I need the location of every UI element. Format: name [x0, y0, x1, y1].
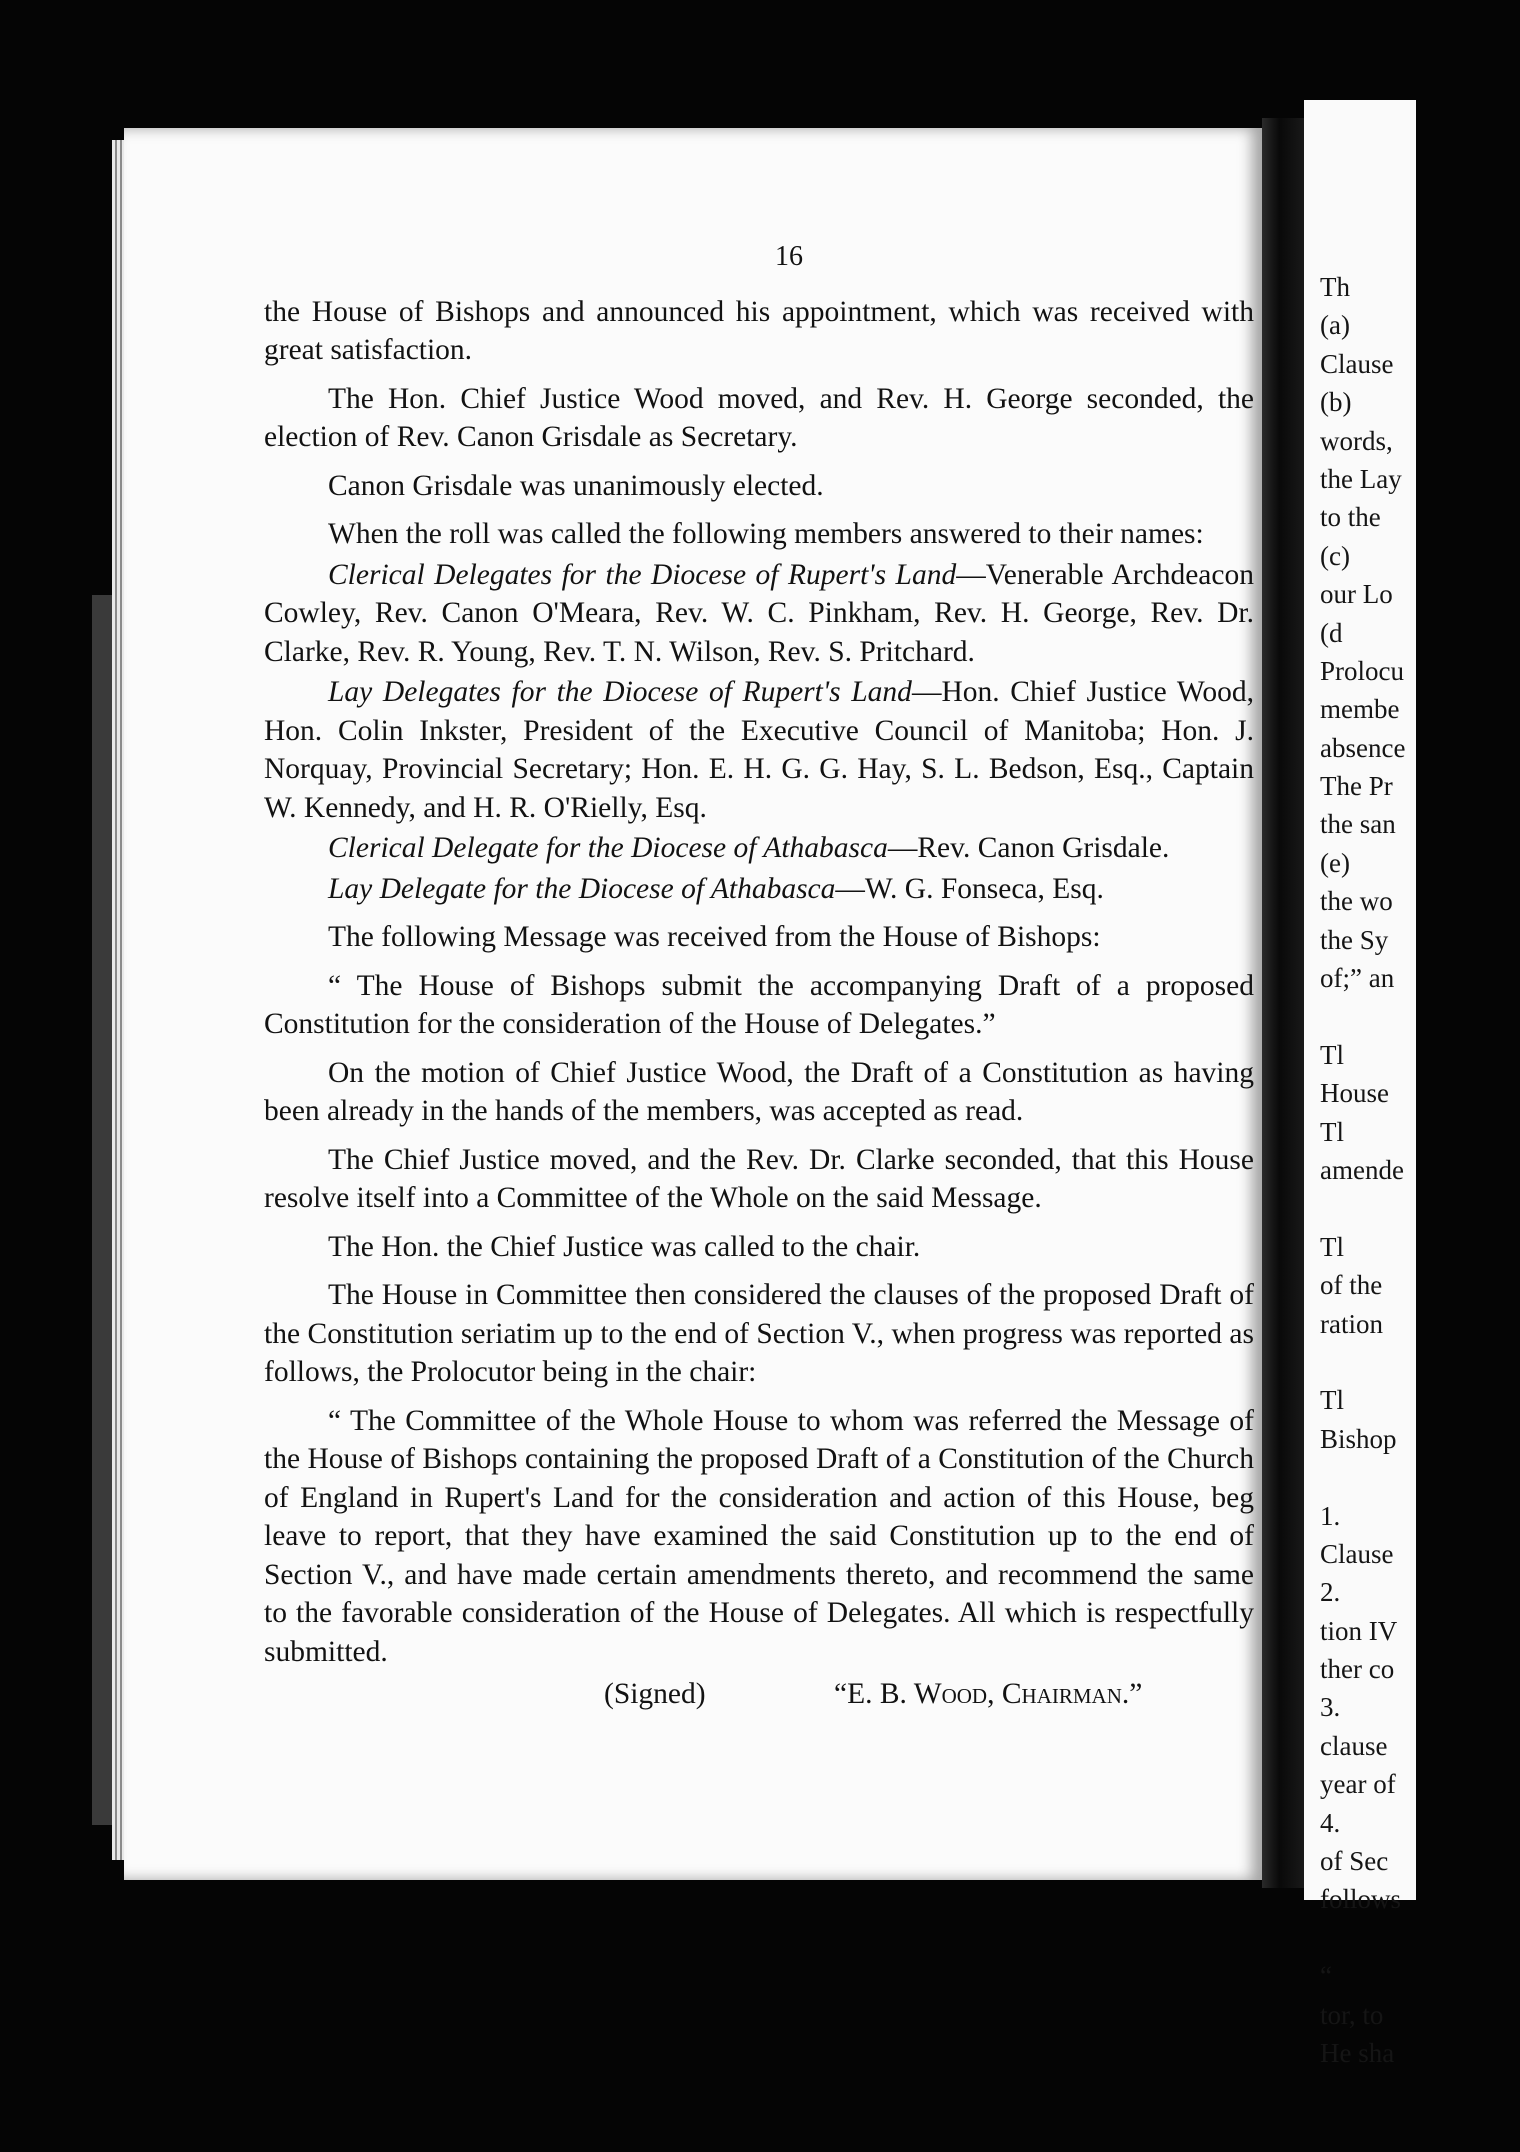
- paragraph: The following Message was received from the House of Bishops:: [328, 921, 1101, 953]
- right-page-line: Prolocu: [1320, 655, 1404, 686]
- right-page-line: of the: [1320, 1270, 1383, 1301]
- right-page-line: follows: [1320, 1884, 1401, 1915]
- right-page-line: our Lo: [1320, 579, 1393, 610]
- right-page-line: Tl: [1320, 1385, 1344, 1416]
- right-page-line: Tl: [1320, 1231, 1344, 1262]
- right-page-line: of Sec: [1320, 1846, 1389, 1877]
- right-page-line: the Lay: [1320, 463, 1402, 494]
- right-page-line: [1320, 1189, 1520, 1227]
- delegate-names: —W. G. Fonseca, Esq.: [835, 872, 1104, 905]
- right-page-line: The Pr: [1320, 771, 1393, 802]
- right-page-line: 2.: [1320, 1577, 1341, 1608]
- right-page-line: membe: [1320, 694, 1400, 725]
- paragraph: The House in Committee then considered the clauses of the proposed Draft of the Constitution seriatim up to the end of Section V., when progress was reported as follows, the Prolocutor being in the chair:: [264, 1279, 1254, 1388]
- signature: “E. B. Wood, Chairman.”: [834, 1678, 1143, 1710]
- right-page-line: the Sy: [1320, 924, 1389, 955]
- right-page-line: year of: [1320, 1769, 1396, 1800]
- right-page-line: Th: [1320, 272, 1350, 302]
- committee-report: “ The Committee of the Whole House to whom was referred the Message of the House of Bishops containing the proposed Draft of a Constitution of the Church of England in Rupert's Land for the consideration and action of this House, beg leave to report, that they have examined the said Constitution up to the end of Section V., and have made certain amendments thereto, and recommend the same to the favorable consideration of the House of Delegates. All which is respectfully submitted.: [264, 1404, 1254, 1668]
- delegate-heading: Lay Delegates for the Diocese of Rupert's Land: [328, 676, 912, 708]
- right-page-line: Clause: [1320, 1538, 1394, 1569]
- page-text: [264, 238, 1254, 1714]
- signature-line: [264, 1675, 1254, 1714]
- paragraph: The Hon. the Chief Justice was called to the chair.: [328, 1230, 921, 1263]
- paragraph: On the motion of Chief Justice Wood, the Draft of a Constitution as having been already in the hands of the members, was accepted as read.: [264, 1056, 1254, 1127]
- right-page-line: amende: [1320, 1154, 1404, 1185]
- right-page-line: tion IV: [1320, 1615, 1398, 1646]
- right-page-line: [1320, 1458, 1520, 1496]
- left-page: [124, 128, 1262, 1880]
- delegate-list-clerical-ruperts-land: [264, 556, 1254, 672]
- delegate-names: —Venerable Archdeacon Cowley, Rev. Canon O'Meara, Rev. W. C. Pinkham, Rev. H. George, Rev. Dr. Clarke, Rev. R. Young, Rev. T. N. Wilson, Rev. S. Pritchard.: [264, 558, 1254, 668]
- right-page-line: 4.: [1320, 1807, 1341, 1838]
- delegate-heading: Lay Delegate for the Diocese of Athabasca: [328, 872, 836, 905]
- paragraph: “ The House of Bishops submit the accompanying Draft of a proposed Constitution for the consideration of the House of Delegates.”: [264, 969, 1254, 1040]
- right-page-line: [1320, 1343, 1520, 1381]
- right-page-line: to the: [1320, 502, 1381, 533]
- right-page-line: tor, to: [1320, 1999, 1384, 2030]
- right-page-line: (a): [1320, 310, 1350, 341]
- delegate-list-lay-athabasca: [264, 870, 1254, 909]
- right-page-line: absence: [1320, 732, 1406, 763]
- right-page-line: House: [1320, 1078, 1389, 1109]
- right-page-line: ther co: [1320, 1654, 1395, 1685]
- right-page-line: (e): [1320, 847, 1350, 878]
- right-page-line: (d: [1320, 617, 1343, 648]
- right-page-line: Clause: [1320, 348, 1394, 379]
- right-page-line: ration: [1320, 1308, 1383, 1339]
- delegate-list-clerical-athabasca: [264, 829, 1254, 868]
- right-page-line: the san: [1320, 809, 1396, 840]
- right-page: [1304, 100, 1416, 2068]
- right-page-line: Tl: [1320, 1039, 1344, 1070]
- page-number: 16: [775, 241, 803, 272]
- right-page-line: 3.: [1320, 1692, 1341, 1723]
- paragraph: Canon Grisdale was unanimously elected.: [328, 469, 824, 502]
- delegate-names: —Hon. Chief Justice Wood, Hon. Colin Inkster, President of the Executive Council of Manitoba; Hon. J. Norquay, Provincial Secretary; Hon. E. H. G. G. Hay, S. L. Bedson, Esq., Captain W. Kennedy, and H. R. O'Rielly, Esq.: [264, 676, 1254, 824]
- right-page-line: the wo: [1320, 886, 1393, 917]
- right-page-line: [1320, 997, 1520, 1035]
- right-page-line: words,: [1320, 425, 1393, 456]
- right-page-line: [1320, 1919, 1520, 1957]
- right-page-line: of;” an: [1320, 963, 1395, 994]
- right-page-line: clause: [1320, 1730, 1388, 1761]
- right-page-line: (b): [1320, 387, 1352, 418]
- book-gutter: [1262, 118, 1306, 1888]
- right-page-line: “: [1320, 1961, 1332, 1992]
- delegate-list-lay-ruperts-land: [264, 673, 1254, 827]
- delegate-heading: Clerical Delegates for the Diocese of Rupert's Land: [328, 558, 957, 591]
- right-page-line: (c): [1320, 540, 1350, 571]
- right-page-line: 1.: [1320, 1500, 1341, 1531]
- delegate-names: —Rev. Canon Grisdale.: [887, 832, 1170, 864]
- signed-label: (Signed): [604, 1678, 706, 1710]
- paragraph: The Chief Justice moved, and the Rev. Dr. Clarke seconded, that this House resolve itself into a Committee of the Whole on the said Message.: [264, 1143, 1254, 1214]
- right-page-text: [1320, 268, 1520, 2072]
- paragraph: the House of Bishops and announced his appointment, which was received with great satisfaction.: [264, 295, 1254, 366]
- delegate-heading: Clerical Delegate for the Diocese of Athabasca: [328, 832, 888, 864]
- right-page-line: Tl: [1320, 1116, 1344, 1147]
- paragraph: The Hon. Chief Justice Wood moved, and Rev. H. George seconded, the election of Rev. Canon Grisdale as Secretary.: [264, 382, 1254, 453]
- paragraph: When the roll was called the following members answered to their names:: [328, 518, 1204, 550]
- right-page-line: He sha: [1320, 2037, 1395, 2068]
- right-page-line: Bishop: [1320, 1423, 1397, 1454]
